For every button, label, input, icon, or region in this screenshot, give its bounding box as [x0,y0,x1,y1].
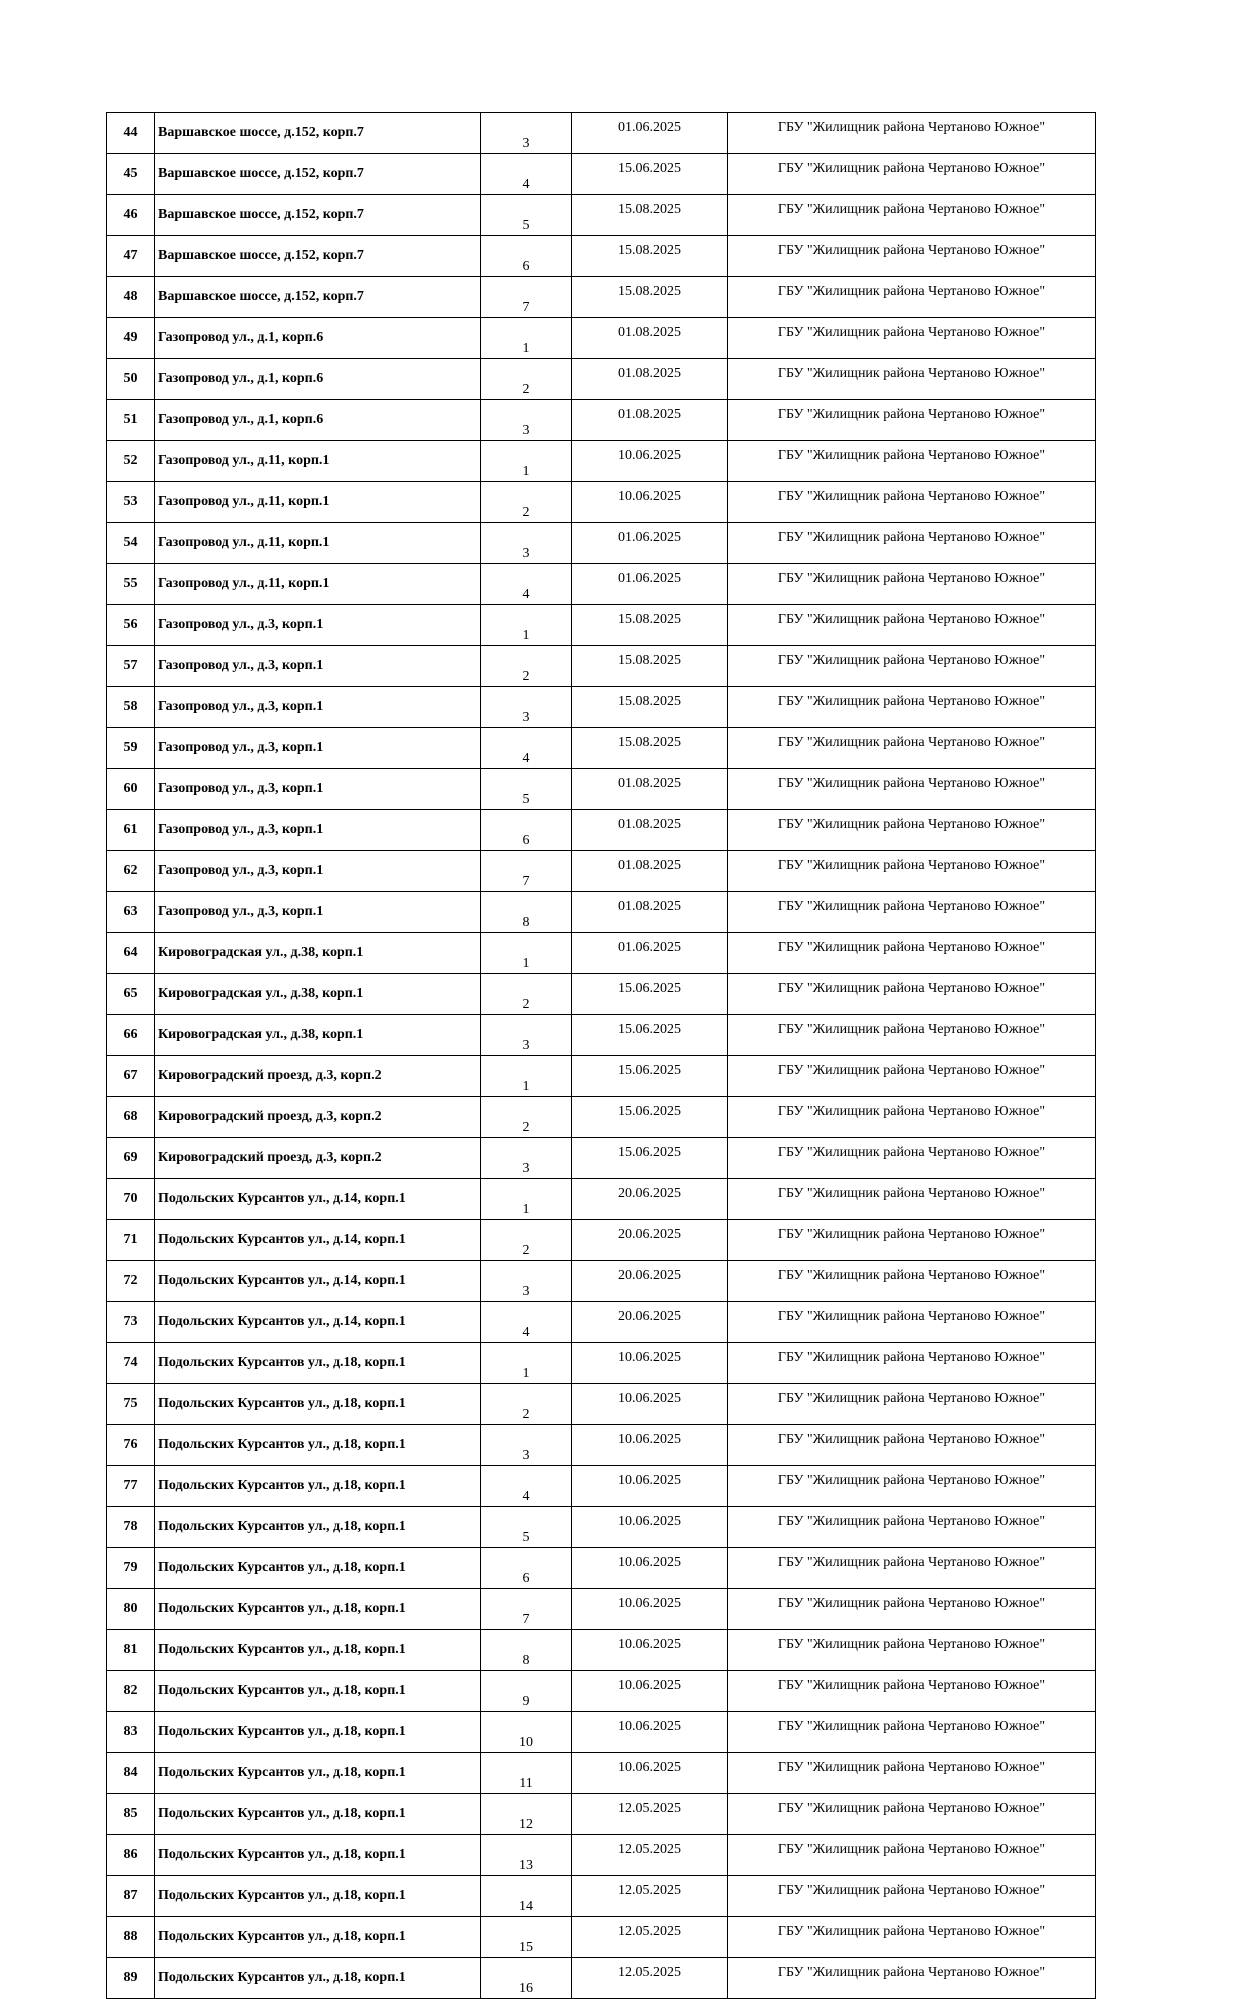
address-cell: Варшавское шоссе, д.152, корп.7 [155,113,481,154]
date-cell: 10.06.2025 [572,1425,728,1466]
table-row [107,236,1096,277]
address-cell: Кировоградский проезд, д.3, корп.2 [155,1056,481,1097]
table-row [107,892,1096,933]
row-number: 45 [107,154,155,195]
table-row [107,195,1096,236]
organization-cell: ГБУ "Жилищник района Чертаново Южное" [728,1466,1096,1507]
table-row [107,1056,1096,1097]
row-number: 67 [107,1056,155,1097]
row-number: 64 [107,933,155,974]
row-number: 83 [107,1712,155,1753]
address-cell: Газопровод ул., д.11, корп.1 [155,564,481,605]
date-cell: 20.06.2025 [572,1220,728,1261]
entrance-cell: 4 [481,1302,572,1343]
organization-cell: ГБУ "Жилищник района Чертаново Южное" [728,1876,1096,1917]
table-row [107,974,1096,1015]
date-cell: 01.08.2025 [572,400,728,441]
date-cell: 20.06.2025 [572,1302,728,1343]
address-cell: Кировоградская ул., д.38, корп.1 [155,974,481,1015]
entrance-cell: 1 [481,441,572,482]
entrance-cell: 3 [481,1015,572,1056]
entrance-cell: 10 [481,1712,572,1753]
address-cell: Газопровод ул., д.11, корп.1 [155,482,481,523]
organization-cell: ГБУ "Жилищник района Чертаново Южное" [728,1056,1096,1097]
entrance-cell: 1 [481,1056,572,1097]
entrance-cell: 1 [481,1179,572,1220]
row-number: 44 [107,113,155,154]
table-row [107,1671,1096,1712]
organization-cell: ГБУ "Жилищник района Чертаново Южное" [728,1384,1096,1425]
table-row [107,1835,1096,1876]
date-cell: 10.06.2025 [572,1630,728,1671]
table-row [107,1015,1096,1056]
organization-cell: ГБУ "Жилищник района Чертаново Южное" [728,195,1096,236]
organization-cell: ГБУ "Жилищник района Чертаново Южное" [728,564,1096,605]
row-number: 73 [107,1302,155,1343]
address-cell: Подольских Курсантов ул., д.18, корп.1 [155,1589,481,1630]
entrance-cell: 1 [481,1343,572,1384]
date-cell: 15.08.2025 [572,277,728,318]
organization-cell: ГБУ "Жилищник района Чертаново Южное" [728,154,1096,195]
table-row [107,1876,1096,1917]
organization-cell: ГБУ "Жилищник района Чертаново Южное" [728,1548,1096,1589]
row-number: 82 [107,1671,155,1712]
entrance-cell: 4 [481,728,572,769]
organization-cell: ГБУ "Жилищник района Чертаново Южное" [728,277,1096,318]
address-cell: Газопровод ул., д.11, корп.1 [155,441,481,482]
address-cell: Подольских Курсантов ул., д.18, корп.1 [155,1507,481,1548]
row-number: 78 [107,1507,155,1548]
table-row [107,1179,1096,1220]
entrance-cell: 3 [481,1261,572,1302]
entrance-cell: 2 [481,1097,572,1138]
row-number: 49 [107,318,155,359]
address-cell: Варшавское шоссе, д.152, корп.7 [155,236,481,277]
row-number: 75 [107,1384,155,1425]
organization-cell: ГБУ "Жилищник района Чертаново Южное" [728,1425,1096,1466]
schedule-table [106,112,1096,1999]
organization-cell: ГБУ "Жилищник района Чертаново Южное" [728,1015,1096,1056]
organization-cell: ГБУ "Жилищник района Чертаново Южное" [728,974,1096,1015]
date-cell: 10.06.2025 [572,1548,728,1589]
address-cell: Подольских Курсантов ул., д.14, корп.1 [155,1261,481,1302]
entrance-cell: 5 [481,769,572,810]
entrance-cell: 2 [481,974,572,1015]
table-row [107,933,1096,974]
address-cell: Газопровод ул., д.1, корп.6 [155,318,481,359]
organization-cell: ГБУ "Жилищник района Чертаново Южное" [728,1917,1096,1958]
address-cell: Варшавское шоссе, д.152, корп.7 [155,195,481,236]
address-cell: Газопровод ул., д.3, корп.1 [155,851,481,892]
row-number: 47 [107,236,155,277]
entrance-cell: 2 [481,359,572,400]
entrance-cell: 7 [481,1589,572,1630]
row-number: 51 [107,400,155,441]
date-cell: 12.05.2025 [572,1876,728,1917]
table-row [107,1589,1096,1630]
table-row [107,359,1096,400]
organization-cell: ГБУ "Жилищник района Чертаново Южное" [728,1302,1096,1343]
address-cell: Подольских Курсантов ул., д.18, корп.1 [155,1712,481,1753]
date-cell: 01.08.2025 [572,318,728,359]
date-cell: 12.05.2025 [572,1917,728,1958]
row-number: 52 [107,441,155,482]
date-cell: 15.06.2025 [572,1138,728,1179]
row-number: 58 [107,687,155,728]
row-number: 59 [107,728,155,769]
entrance-cell: 5 [481,195,572,236]
organization-cell: ГБУ "Жилищник района Чертаново Южное" [728,1794,1096,1835]
entrance-cell: 16 [481,1958,572,1999]
row-number: 48 [107,277,155,318]
date-cell: 10.06.2025 [572,1753,728,1794]
date-cell: 01.08.2025 [572,810,728,851]
address-cell: Подольских Курсантов ул., д.18, корп.1 [155,1466,481,1507]
entrance-cell: 9 [481,1671,572,1712]
row-number: 65 [107,974,155,1015]
date-cell: 01.06.2025 [572,523,728,564]
row-number: 80 [107,1589,155,1630]
organization-cell: ГБУ "Жилищник района Чертаново Южное" [728,1835,1096,1876]
entrance-cell: 6 [481,236,572,277]
entrance-cell: 14 [481,1876,572,1917]
table-row [107,769,1096,810]
address-cell: Подольских Курсантов ул., д.18, корп.1 [155,1917,481,1958]
date-cell: 15.06.2025 [572,974,728,1015]
address-cell: Газопровод ул., д.3, корп.1 [155,728,481,769]
row-number: 66 [107,1015,155,1056]
address-cell: Подольских Курсантов ул., д.18, корп.1 [155,1425,481,1466]
row-number: 71 [107,1220,155,1261]
entrance-cell: 12 [481,1794,572,1835]
table-row [107,1630,1096,1671]
date-cell: 01.08.2025 [572,769,728,810]
address-cell: Варшавское шоссе, д.152, корп.7 [155,154,481,195]
row-number: 60 [107,769,155,810]
entrance-cell: 15 [481,1917,572,1958]
entrance-cell: 4 [481,1466,572,1507]
date-cell: 10.06.2025 [572,1507,728,1548]
date-cell: 15.08.2025 [572,728,728,769]
row-number: 77 [107,1466,155,1507]
table-row [107,851,1096,892]
row-number: 53 [107,482,155,523]
table-row [107,1917,1096,1958]
table-row [107,687,1096,728]
entrance-cell: 6 [481,810,572,851]
table-row [107,482,1096,523]
table-row [107,277,1096,318]
date-cell: 10.06.2025 [572,1712,728,1753]
entrance-cell: 1 [481,318,572,359]
organization-cell: ГБУ "Жилищник района Чертаново Южное" [728,1138,1096,1179]
row-number: 56 [107,605,155,646]
entrance-cell: 3 [481,1138,572,1179]
entrance-cell: 4 [481,564,572,605]
table-row [107,318,1096,359]
address-cell: Подольских Курсантов ул., д.18, корп.1 [155,1876,481,1917]
date-cell: 01.08.2025 [572,359,728,400]
organization-cell: ГБУ "Жилищник района Чертаново Южное" [728,1507,1096,1548]
table-row [107,605,1096,646]
address-cell: Подольских Курсантов ул., д.18, корп.1 [155,1958,481,1999]
table-row [107,1261,1096,1302]
address-cell: Подольских Курсантов ул., д.14, корп.1 [155,1179,481,1220]
address-cell: Подольских Курсантов ул., д.18, корп.1 [155,1794,481,1835]
organization-cell: ГБУ "Жилищник района Чертаново Южное" [728,318,1096,359]
row-number: 46 [107,195,155,236]
organization-cell: ГБУ "Жилищник района Чертаново Южное" [728,1261,1096,1302]
date-cell: 15.08.2025 [572,236,728,277]
entrance-cell: 3 [481,523,572,564]
address-cell: Газопровод ул., д.3, корп.1 [155,687,481,728]
organization-cell: ГБУ "Жилищник района Чертаново Южное" [728,236,1096,277]
address-cell: Газопровод ул., д.3, корп.1 [155,892,481,933]
table-row [107,1712,1096,1753]
address-cell: Газопровод ул., д.11, корп.1 [155,523,481,564]
organization-cell: ГБУ "Жилищник района Чертаново Южное" [728,1343,1096,1384]
date-cell: 15.08.2025 [572,646,728,687]
date-cell: 01.06.2025 [572,113,728,154]
organization-cell: ГБУ "Жилищник района Чертаново Южное" [728,400,1096,441]
date-cell: 12.05.2025 [572,1958,728,1999]
organization-cell: ГБУ "Жилищник района Чертаново Южное" [728,482,1096,523]
schedule-table-body [107,113,1096,1999]
address-cell: Варшавское шоссе, д.152, корп.7 [155,277,481,318]
address-cell: Подольских Курсантов ул., д.18, корп.1 [155,1753,481,1794]
date-cell: 15.06.2025 [572,1015,728,1056]
organization-cell: ГБУ "Жилищник района Чертаново Южное" [728,1220,1096,1261]
row-number: 86 [107,1835,155,1876]
address-cell: Газопровод ул., д.3, корп.1 [155,769,481,810]
row-number: 76 [107,1425,155,1466]
table-row [107,1220,1096,1261]
organization-cell: ГБУ "Жилищник района Чертаново Южное" [728,1671,1096,1712]
organization-cell: ГБУ "Жилищник района Чертаново Южное" [728,1179,1096,1220]
organization-cell: ГБУ "Жилищник района Чертаново Южное" [728,359,1096,400]
date-cell: 10.06.2025 [572,1343,728,1384]
date-cell: 10.06.2025 [572,441,728,482]
date-cell: 01.06.2025 [572,933,728,974]
table-row [107,441,1096,482]
address-cell: Подольских Курсантов ул., д.14, корп.1 [155,1302,481,1343]
address-cell: Подольских Курсантов ул., д.18, корп.1 [155,1548,481,1589]
row-number: 61 [107,810,155,851]
date-cell: 10.06.2025 [572,1589,728,1630]
table-row [107,154,1096,195]
date-cell: 10.06.2025 [572,1671,728,1712]
row-number: 55 [107,564,155,605]
table-row [107,1794,1096,1835]
date-cell: 01.08.2025 [572,851,728,892]
row-number: 57 [107,646,155,687]
table-row [107,1425,1096,1466]
date-cell: 12.05.2025 [572,1835,728,1876]
entrance-cell: 8 [481,1630,572,1671]
table-row [107,113,1096,154]
address-cell: Кировоградский проезд, д.3, корп.2 [155,1097,481,1138]
date-cell: 01.08.2025 [572,892,728,933]
date-cell: 10.06.2025 [572,1384,728,1425]
address-cell: Подольских Курсантов ул., д.18, корп.1 [155,1671,481,1712]
date-cell: 15.08.2025 [572,687,728,728]
table-row [107,523,1096,564]
organization-cell: ГБУ "Жилищник района Чертаново Южное" [728,1630,1096,1671]
row-number: 89 [107,1958,155,1999]
organization-cell: ГБУ "Жилищник района Чертаново Южное" [728,646,1096,687]
organization-cell: ГБУ "Жилищник района Чертаново Южное" [728,523,1096,564]
entrance-cell: 5 [481,1507,572,1548]
table-row [107,1958,1096,1999]
entrance-cell: 7 [481,277,572,318]
table-row [107,1507,1096,1548]
address-cell: Газопровод ул., д.3, корп.1 [155,605,481,646]
entrance-cell: 2 [481,482,572,523]
address-cell: Кировоградская ул., д.38, корп.1 [155,933,481,974]
organization-cell: ГБУ "Жилищник района Чертаново Южное" [728,728,1096,769]
entrance-cell: 6 [481,1548,572,1589]
organization-cell: ГБУ "Жилищник района Чертаново Южное" [728,892,1096,933]
date-cell: 15.08.2025 [572,195,728,236]
date-cell: 10.06.2025 [572,1466,728,1507]
organization-cell: ГБУ "Жилищник района Чертаново Южное" [728,113,1096,154]
row-number: 63 [107,892,155,933]
organization-cell: ГБУ "Жилищник района Чертаново Южное" [728,687,1096,728]
row-number: 85 [107,1794,155,1835]
row-number: 62 [107,851,155,892]
table-row [107,400,1096,441]
date-cell: 20.06.2025 [572,1179,728,1220]
row-number: 81 [107,1630,155,1671]
entrance-cell: 3 [481,113,572,154]
address-cell: Кировоградская ул., д.38, корп.1 [155,1015,481,1056]
row-number: 68 [107,1097,155,1138]
organization-cell: ГБУ "Жилищник района Чертаново Южное" [728,810,1096,851]
address-cell: Газопровод ул., д.3, корп.1 [155,810,481,851]
table-row [107,1302,1096,1343]
row-number: 70 [107,1179,155,1220]
row-number: 87 [107,1876,155,1917]
organization-cell: ГБУ "Жилищник района Чертаново Южное" [728,1097,1096,1138]
date-cell: 15.08.2025 [572,605,728,646]
entrance-cell: 2 [481,1384,572,1425]
row-number: 54 [107,523,155,564]
entrance-cell: 3 [481,687,572,728]
date-cell: 12.05.2025 [572,1794,728,1835]
address-cell: Подольских Курсантов ул., д.18, корп.1 [155,1384,481,1425]
entrance-cell: 4 [481,154,572,195]
table-row [107,728,1096,769]
organization-cell: ГБУ "Жилищник района Чертаново Южное" [728,441,1096,482]
address-cell: Подольских Курсантов ул., д.18, корп.1 [155,1835,481,1876]
table-row [107,810,1096,851]
entrance-cell: 1 [481,933,572,974]
address-cell: Подольских Курсантов ул., д.18, корп.1 [155,1343,481,1384]
organization-cell: ГБУ "Жилищник района Чертаново Южное" [728,1712,1096,1753]
organization-cell: ГБУ "Жилищник района Чертаново Южное" [728,933,1096,974]
date-cell: 10.06.2025 [572,482,728,523]
row-number: 72 [107,1261,155,1302]
address-cell: Газопровод ул., д.1, корп.6 [155,400,481,441]
date-cell: 15.06.2025 [572,154,728,195]
table-row [107,1384,1096,1425]
row-number: 50 [107,359,155,400]
table-row [107,1097,1096,1138]
table-row [107,646,1096,687]
row-number: 88 [107,1917,155,1958]
address-cell: Подольских Курсантов ул., д.18, корп.1 [155,1630,481,1671]
entrance-cell: 1 [481,605,572,646]
entrance-cell: 7 [481,851,572,892]
table-row [107,1466,1096,1507]
table-row [107,1753,1096,1794]
address-cell: Подольских Курсантов ул., д.14, корп.1 [155,1220,481,1261]
entrance-cell: 2 [481,646,572,687]
table-row [107,1548,1096,1589]
date-cell: 01.06.2025 [572,564,728,605]
entrance-cell: 3 [481,1425,572,1466]
row-number: 79 [107,1548,155,1589]
entrance-cell: 11 [481,1753,572,1794]
row-number: 74 [107,1343,155,1384]
address-cell: Газопровод ул., д.1, корп.6 [155,359,481,400]
address-cell: Газопровод ул., д.3, корп.1 [155,646,481,687]
address-cell: Кировоградский проезд, д.3, корп.2 [155,1138,481,1179]
entrance-cell: 13 [481,1835,572,1876]
date-cell: 15.06.2025 [572,1056,728,1097]
date-cell: 15.06.2025 [572,1097,728,1138]
organization-cell: ГБУ "Жилищник района Чертаново Южное" [728,851,1096,892]
organization-cell: ГБУ "Жилищник района Чертаново Южное" [728,1589,1096,1630]
table-row [107,1138,1096,1179]
organization-cell: ГБУ "Жилищник района Чертаново Южное" [728,605,1096,646]
entrance-cell: 2 [481,1220,572,1261]
table-row [107,564,1096,605]
entrance-cell: 8 [481,892,572,933]
table-row [107,1343,1096,1384]
row-number: 69 [107,1138,155,1179]
organization-cell: ГБУ "Жилищник района Чертаново Южное" [728,1753,1096,1794]
row-number: 84 [107,1753,155,1794]
organization-cell: ГБУ "Жилищник района Чертаново Южное" [728,1958,1096,1999]
organization-cell: ГБУ "Жилищник района Чертаново Южное" [728,769,1096,810]
entrance-cell: 3 [481,400,572,441]
date-cell: 20.06.2025 [572,1261,728,1302]
